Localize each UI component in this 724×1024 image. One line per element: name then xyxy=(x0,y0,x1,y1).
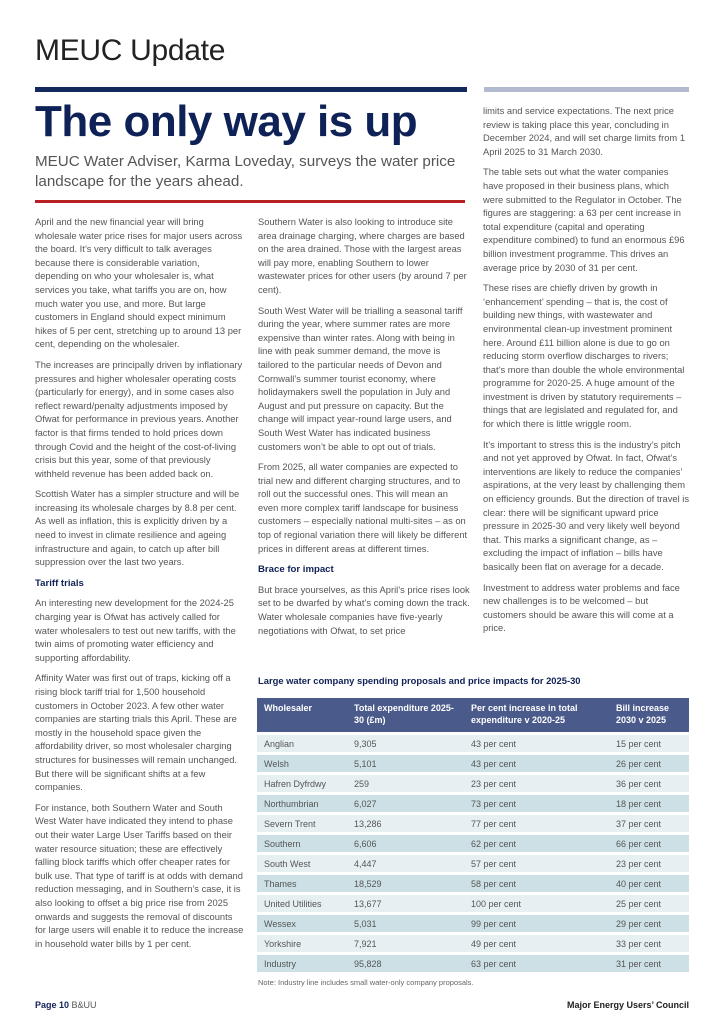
cell-wholesaler: Severn Trent xyxy=(257,815,347,832)
cell-expenditure: 7,921 xyxy=(347,935,464,952)
paragraph: It’s important to stress this is the industry’s pitch and not yet approved by Ofwat. In fact, Ofwat’s interventions are likely to reduce the companies’ aspirations, at the very least by challenging them on efficiency grounds. But the direction of travel is clear: there will be significant upward price pressure in 2025-30 and very likely well beyond that. This marks a significant change, as – excluding the impact of inflation – bills have basically been flat on average for a decade. xyxy=(483,439,690,572)
page-number: Page 10 xyxy=(35,1000,70,1010)
cell-bill-increase: 18 per cent xyxy=(609,795,689,812)
table-row xyxy=(257,935,689,952)
column-header: Bill increase 2030 v 2025 xyxy=(609,698,689,732)
paragraph: South West Water will be trialling a seasonal tariff during the year, where summer rates are more expensive than winter rates. Along with being in line with peak summer demand, the move is tailored to the particular needs of Devon and Cornwall’s summer tourist economy, where holidaymakers swell the population in July and August and put pressure on capacity. But the change will impact year-round large users, and South West Water has indicated business customers won’t be able to opt out of trials. xyxy=(258,305,463,452)
cell-wholesaler: Yorkshire xyxy=(257,935,347,952)
cell-wholesaler: Industry xyxy=(257,955,347,972)
cell-wholesaler: Northumbrian xyxy=(257,795,347,812)
cell-wholesaler: Thames xyxy=(257,875,347,892)
paragraph: For instance, both Southern Water and South West Water have indicated they intend to phase out their water Large User Tariffs based on their water resource situation; these are effectively falling block tariffs which offer cheaper rates for bulk use. That type of tariff is at odds with demand reduction messaging, and in Southern’s case, it is also looking to offset a big price rise from 2025 onwards and suggests the removal of discounts for large users will enable it to reduce the increase in household water bills by 1 per cent. xyxy=(35,802,244,949)
table-row xyxy=(257,895,689,912)
publication-name: B&UU xyxy=(71,1000,97,1010)
header-rule-navy xyxy=(35,87,467,92)
cell-expenditure: 4,447 xyxy=(347,855,464,872)
column-header: Total expenditure 2025-30 (£m) xyxy=(347,698,464,732)
cell-expenditure: 9,305 xyxy=(347,735,464,752)
cell-expenditure: 6,606 xyxy=(347,835,464,852)
standfirst-rule-red xyxy=(35,200,465,203)
paragraph: Affinity Water was first out of traps, kicking off a rising block tariff trial for 1,500 household customers in October 2023. A few other water companies are starting trials this April. These are mostly in the household space given the affordability driver, so most wholesaler charging structures for businesses will remain unchanged. But there will be significant shifts at a few companies. xyxy=(35,673,238,793)
cell-bill-increase: 36 per cent xyxy=(609,775,689,792)
paragraph: Southern Water is also looking to introduce site area drainage charging, where charges are based on the area drained. Those with the largest areas will pay more, enabling Southern to lower wastewater prices for other users (by around 7 per cent). xyxy=(258,217,467,295)
paragraph: The table sets out what the water companies have proposed in their business plans, which were submitted to the Regulator in October. The figures are staggering: a 63 per cent increase in total expenditure (capital and operating expenditure combined) to fund an enormous £96 billion investment programme. This drives an average price by 2030 of 31 per cent. xyxy=(483,167,685,273)
paragraph: The increases are principally driven by inflationary pressures and higher wholesaler operating costs (particularly for energy), and in some cases also reflect reward/penalty adjustments imposed by Ofwat for performance in previous years. Another factor is that firms tended to hold prices down through Covid and the height of the cost-of-living crisis but this year, some of that previously withheld revenue has been added back on. xyxy=(35,359,243,479)
subheading-brace-for-impact: Brace for impact xyxy=(258,564,334,576)
table-row xyxy=(257,755,689,772)
subheading-tariff-trials: Tariff trials xyxy=(35,577,84,589)
paragraph: These rises are chiefly driven by growth in ‘enhancement’ spending – that is, the cost of building new things, with wastewater and environmental clean-up investment prominent here. Around £11 billion alone is due to go on reducing storm overflow discharges to rivers; that’s more than double the whole environmental programme for 2020-25. A huge amount of the investment is driven by statutory requirements – things that are legislated and regulated for, and for which there is little wriggle room. xyxy=(483,283,685,430)
paragraph: Investment to address water problems and face new challenges is to be welcomed – but customers should be aware this will come at a price. xyxy=(483,582,680,634)
cell-bill-increase: 66 per cent xyxy=(609,835,689,852)
footer-organisation: Major Energy Users’ Council xyxy=(566,1000,689,1010)
cell-expenditure-increase: 100 per cent xyxy=(464,895,609,912)
table-row-industry-total xyxy=(257,955,689,972)
cell-expenditure-increase: 63 per cent xyxy=(464,955,609,972)
table-title: Large water company spending proposals and price impacts for 2025-30 xyxy=(258,675,581,686)
table-row xyxy=(257,775,689,792)
paragraph: April and the new financial year will bring wholesale water price rises for major users across the board. It’s very difficult to talk averages because there is considerable variation, depending on who your wholesaler is, what services you take, what tariffs you are on, how much water you use, and more. But large customers in England should expect minimum hikes of 5 per cent, stretching up to around 13 per cent, depending on the wholesaler. xyxy=(35,217,243,350)
cell-expenditure-increase: 99 per cent xyxy=(464,915,609,932)
cell-bill-increase: 26 per cent xyxy=(609,755,689,772)
cell-bill-increase: 37 per cent xyxy=(609,815,689,832)
footer-page-info xyxy=(35,1000,97,1010)
cell-wholesaler: United Utilities xyxy=(257,895,347,912)
table-row xyxy=(257,875,689,892)
cell-expenditure: 18,529 xyxy=(347,875,464,892)
cell-expenditure-increase: 43 per cent xyxy=(464,755,609,772)
article-column-1 xyxy=(35,216,245,958)
cell-bill-increase: 23 per cent xyxy=(609,855,689,872)
standfirst: MEUC Water Adviser, Karma Loveday, surveys the water price landscape for the years ahead. xyxy=(35,153,456,190)
article-column-2 xyxy=(258,216,470,645)
cell-bill-increase: 29 per cent xyxy=(609,915,689,932)
table-header-row xyxy=(257,698,689,732)
cell-bill-increase: 15 per cent xyxy=(609,735,689,752)
cell-expenditure-increase: 77 per cent xyxy=(464,815,609,832)
cell-expenditure: 13,677 xyxy=(347,895,464,912)
table-row xyxy=(257,855,689,872)
paragraph: An interesting new development for the 2024-25 charging year is Ofwat has actively called for water wholesalers to test out new tariffs, with the twin aims of promoting water efficiency and supporting affordability. xyxy=(35,598,236,663)
column-header: Wholesaler xyxy=(257,698,347,732)
cell-bill-increase: 33 per cent xyxy=(609,935,689,952)
paragraph: Scottish Water has a simpler structure and will be increasing its wholesale charges by 8.8 per cent. As well as inflation, this is explicitly driven by a need to invest in climate resilience and ageing infrastructure and again, to catch up after bill suppression over the last two years. xyxy=(35,489,240,568)
table-note: Note: Industry line includes small water-only company proposals. xyxy=(258,978,474,987)
cell-expenditure-increase: 57 per cent xyxy=(464,855,609,872)
column-header: Per cent increase in total expenditure v 2020-25 xyxy=(464,698,609,732)
cell-bill-increase: 25 per cent xyxy=(609,895,689,912)
table-row xyxy=(257,795,689,812)
header-rule-grey xyxy=(484,87,689,92)
paragraph: But brace yourselves, as this April’s price rises look set to be dwarfed by what’s coming down the track. Water wholesale companies have five-yearly negotiations with Ofwat, to set price xyxy=(258,584,470,636)
headline: The only way is up xyxy=(35,97,418,146)
cell-bill-increase: 31 per cent xyxy=(609,955,689,972)
cell-expenditure-increase: 62 per cent xyxy=(464,835,609,852)
cell-expenditure-increase: 58 per cent xyxy=(464,875,609,892)
paragraph: From 2025, all water companies are expected to trial new and different charging structures, and to roll out the successful ones. This will mean an even more complex tariff landscape for business customers – especially national multi-sites – as on top of regional variation there will likely be different prices in different areas at different times. xyxy=(258,462,468,554)
paragraph: limits and service expectations. The next price review is taking place this year, concluding in December 2024, and will set charge limits from 1 April 2025 to 31 March 2030. xyxy=(483,106,686,157)
cell-expenditure-increase: 43 per cent xyxy=(464,735,609,752)
cell-wholesaler: Welsh xyxy=(257,755,347,772)
table-row xyxy=(257,835,689,852)
cell-wholesaler: Anglian xyxy=(257,735,347,752)
cell-expenditure-increase: 73 per cent xyxy=(464,795,609,812)
cell-expenditure-increase: 49 per cent xyxy=(464,935,609,952)
table-row xyxy=(257,735,689,752)
cell-expenditure-increase: 23 per cent xyxy=(464,775,609,792)
spending-table xyxy=(257,695,689,975)
section-label: MEUC Update xyxy=(35,34,226,67)
cell-expenditure: 5,101 xyxy=(347,755,464,772)
cell-bill-increase: 40 per cent xyxy=(609,875,689,892)
table-row xyxy=(257,915,689,932)
cell-wholesaler: South West xyxy=(257,855,347,872)
table-row xyxy=(257,815,689,832)
cell-wholesaler: Southern xyxy=(257,835,347,852)
cell-expenditure: 13,286 xyxy=(347,815,464,832)
cell-wholesaler: Hafren Dyfrdwy xyxy=(257,775,347,792)
cell-expenditure: 6,027 xyxy=(347,795,464,812)
cell-expenditure: 5,031 xyxy=(347,915,464,932)
cell-expenditure: 259 xyxy=(347,775,464,792)
cell-expenditure: 95,828 xyxy=(347,955,464,972)
article-column-3 xyxy=(483,105,691,643)
cell-wholesaler: Wessex xyxy=(257,915,347,932)
